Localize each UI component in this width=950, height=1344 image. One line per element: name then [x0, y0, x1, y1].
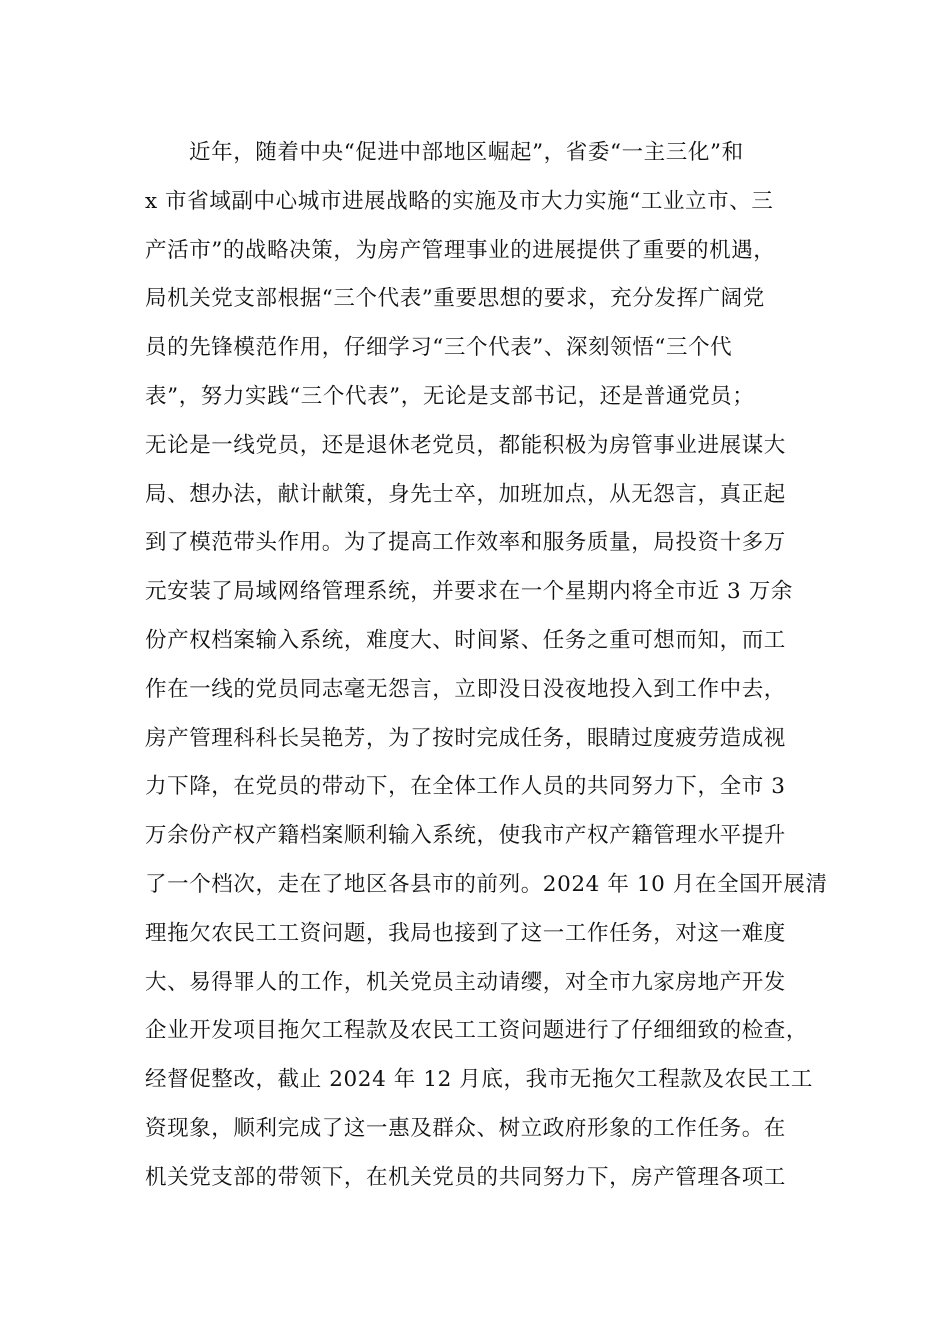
- text-line: 力下降，在党员的带动下，在全体工作人员的共同努力下，全市 3: [145, 774, 786, 800]
- text-line: 无论是一线党员，还是退休老党员，都能积极为房管事业进展谋大: [145, 432, 786, 458]
- text-line: 作在一线的党员同志毫无怨言，立即没日没夜地投入到工作中去，: [145, 676, 786, 702]
- text-line: 近年，随着中央“促进中部地区崛起”，省委“一主三化”和: [189, 140, 744, 165]
- text-line: 大、易得罪人的工作，机关党员主动请缨，对全市九家房地产开发: [145, 969, 786, 995]
- text-line: 局、想办法，献计献策，身先士卒，加班加点，从无怨言，真正起: [145, 481, 786, 507]
- text-line: 到了模范带头作用。为了提高工作效率和服务质量，局投资十多万: [145, 530, 786, 556]
- text-line: 资现象，顺利完成了这一惠及群众、树立政府形象的工作任务。在: [145, 1115, 786, 1141]
- text-line: 房产管理科科长吴艳芳，为了按时完成任务，眼睛过度疲劳造成视: [145, 725, 786, 751]
- text-line: 了一个档次，走在了地区各县市的前列。2024 年 10 月在全国开展清: [145, 871, 828, 897]
- text-line: 元安装了局域网络管理系统，并要求在一个星期内将全市近 3 万余: [145, 579, 793, 605]
- text-line: 经督促整改，截止 2024 年 12 月底，我市无拖欠工程款及农民工工: [145, 1067, 813, 1093]
- text-line: x 市省域副中心城市进展战略的实施及市大力实施“工业立市、三: [145, 188, 774, 214]
- text-line: 表”，努力实践“三个代表”，无论是支部书记，还是普通党员；: [145, 383, 755, 409]
- body-paragraph: [145, 133, 828, 1207]
- text-line: 机关党支部的带领下，在机关党员的共同努力下，房产管理各项工: [145, 1164, 786, 1190]
- text-line: 局机关党支部根据“三个代表”重要思想的要求，充分发挥广阔党: [145, 286, 765, 312]
- text-line: 份产权档案输入系统，难度大、时间紧、任务之重可想而知，而工: [145, 627, 786, 653]
- text-line: 员的先锋模范作用，仔细学习“三个代表”、深刻领悟“三个代: [145, 335, 733, 361]
- text-line: 企业开发项目拖欠工程款及农民工工资问题进行了仔细细致的检查，: [145, 1018, 809, 1044]
- text-line: 产活市”的战略决策，为房产管理事业的进展提供了重要的机遇，: [145, 237, 776, 263]
- text-line: 理拖欠农民工工资问题，我局也接到了这一工作任务，对这一难度: [145, 920, 786, 946]
- text-line: 万余份产权产籍档案顺利输入系统，使我市产权产籍管理水平提升: [145, 823, 786, 849]
